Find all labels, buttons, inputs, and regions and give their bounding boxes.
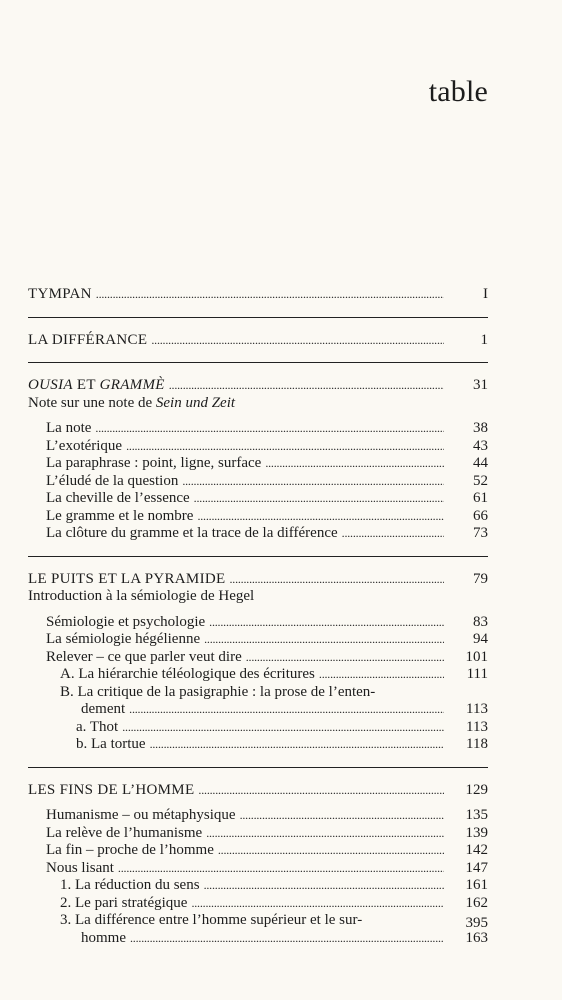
leader-dots — [197, 508, 444, 526]
page-ref: 161 — [465, 877, 488, 893]
section-title: TYMPAN — [28, 286, 92, 302]
toc-entry — [28, 719, 488, 737]
page-ref: 31 — [473, 377, 488, 393]
leader-dots — [150, 736, 444, 754]
page-ref: 111 — [466, 666, 488, 682]
section-title: LA DIFFÉRANCE — [28, 331, 148, 348]
entry-title: La cheville de l’essence — [46, 490, 190, 506]
toc-entry-line: 3. La différence entre l’homme supérieur et le sur- — [60, 912, 363, 928]
section-divider — [28, 317, 488, 318]
toc-entry — [28, 473, 488, 491]
entry-title: La note — [46, 420, 92, 436]
spacer — [28, 606, 488, 614]
leader-dots — [126, 438, 444, 456]
entry-title: L’éludé de la question — [46, 472, 179, 489]
entry-title: Relever – ce que parler veut dire — [46, 648, 242, 665]
entry-title: a. Thot — [76, 718, 119, 735]
page-ref: I — [483, 286, 488, 302]
page-ref: 83 — [473, 613, 488, 630]
page-ref: 162 — [465, 894, 488, 911]
leader-dots — [204, 877, 444, 895]
leader-dots — [204, 631, 444, 649]
page-ref: 113 — [466, 718, 488, 735]
leader-dots — [118, 860, 444, 878]
page-ref: 118 — [466, 736, 488, 752]
page-ref: 44 — [473, 455, 488, 471]
toc-entry — [28, 508, 488, 526]
leader-dots — [129, 701, 444, 719]
toc-section-entry — [28, 377, 488, 395]
toc-entry — [28, 631, 488, 649]
section-subtitle: Introduction à la sémiologie de Hegel — [28, 588, 255, 604]
spacer — [28, 412, 488, 420]
leader-dots — [191, 895, 444, 913]
page-ref: 129 — [465, 781, 488, 798]
toc-entry — [28, 614, 488, 632]
table-of-contents — [28, 286, 488, 947]
leader-dots — [96, 286, 444, 304]
leader-dots — [182, 473, 444, 491]
leader-dots — [151, 332, 444, 350]
toc-entry-line: B. La critique de la pasigraphie : la prose de l’enten- — [60, 683, 376, 700]
section-divider — [28, 362, 488, 363]
toc-entry — [28, 736, 488, 754]
page-number: 395 — [465, 915, 488, 931]
entry-title: Le gramme et le nombre — [46, 507, 194, 524]
toc-section-entry — [28, 286, 488, 304]
toc-section-entry — [28, 571, 488, 589]
toc-entry — [28, 842, 488, 860]
toc-entry — [28, 490, 488, 508]
entry-title: La fin – proche de l’homme — [46, 842, 214, 858]
leader-dots — [169, 377, 444, 395]
entry-title: La clôture du gramme et la trace de la différence — [46, 525, 338, 541]
leader-dots — [240, 807, 444, 825]
entry-title: Nous lisant — [46, 859, 114, 876]
leader-dots — [209, 614, 444, 632]
page-ref: 147 — [465, 859, 488, 876]
page-ref: 135 — [465, 807, 488, 823]
toc-entry — [28, 455, 488, 473]
leader-dots — [206, 825, 444, 843]
leader-dots — [218, 842, 444, 860]
page-heading: table — [428, 75, 488, 108]
leader-dots — [194, 490, 444, 508]
toc-entry — [28, 860, 488, 878]
page-ref: 139 — [465, 824, 488, 841]
toc-entry — [28, 420, 488, 438]
section-title: LES FINS DE L’HOMME — [28, 781, 195, 798]
page-ref: 163 — [465, 929, 488, 946]
page-ref: 61 — [473, 490, 488, 506]
page-ref: 38 — [473, 420, 488, 436]
entry-title: L’exotérique — [46, 437, 123, 454]
page-ref: 1 — [480, 331, 488, 348]
leader-dots — [265, 455, 444, 473]
toc-entry — [28, 877, 488, 895]
page-ref: 142 — [465, 842, 488, 858]
page-ref: 101 — [465, 648, 488, 665]
section-subtitle: Note sur une note de Sein und Zeit — [28, 394, 236, 411]
toc-entry — [28, 701, 488, 719]
toc-entry — [28, 666, 488, 684]
toc-entry — [28, 825, 488, 843]
leader-dots — [95, 420, 444, 438]
entry-title: b. La tortue — [76, 736, 146, 752]
toc-entry — [28, 438, 488, 456]
entry-title: La paraphrase : point, ligne, surface — [46, 455, 262, 471]
leader-dots — [122, 719, 444, 737]
entry-title: dement — [81, 701, 126, 717]
toc-section-entry — [28, 332, 488, 350]
entry-title: Humanisme – ou métaphysique — [46, 807, 236, 823]
toc-section-entry — [28, 782, 488, 800]
toc-entry — [28, 525, 488, 543]
section-title: LE PUITS ET LA PYRAMIDE — [28, 570, 226, 587]
entry-title: La sémiologie hégélienne — [46, 631, 201, 647]
leader-dots — [229, 571, 444, 589]
section-divider — [28, 767, 488, 768]
spacer — [28, 799, 488, 807]
page-ref: 52 — [473, 472, 488, 489]
toc-entry — [28, 930, 488, 948]
page-ref: 43 — [473, 437, 488, 454]
entry-title: A. La hiérarchie téléologique des écritures — [60, 666, 315, 682]
entry-title: Sémiologie et psychologie — [46, 613, 206, 630]
page-ref: 73 — [473, 525, 488, 541]
leader-dots — [130, 930, 444, 948]
leader-dots — [319, 666, 444, 684]
section-divider — [28, 556, 488, 557]
toc-entry — [28, 649, 488, 667]
leader-dots — [198, 782, 444, 800]
toc-entry — [28, 895, 488, 913]
page-ref: 79 — [473, 570, 488, 587]
page-ref: 113 — [466, 701, 488, 717]
page-ref: 94 — [473, 631, 488, 647]
entry-title: 1. La réduction du sens — [60, 877, 200, 893]
leader-dots — [342, 525, 444, 543]
section-title: OUSIA ET GRAMMÈ — [28, 377, 165, 393]
entry-title: La relève de l’humanisme — [46, 824, 203, 841]
entry-title: 2. Le pari stratégique — [60, 894, 188, 911]
toc-entry — [28, 807, 488, 825]
entry-title: homme — [81, 929, 126, 946]
page-ref: 66 — [473, 507, 488, 524]
leader-dots — [246, 649, 444, 667]
